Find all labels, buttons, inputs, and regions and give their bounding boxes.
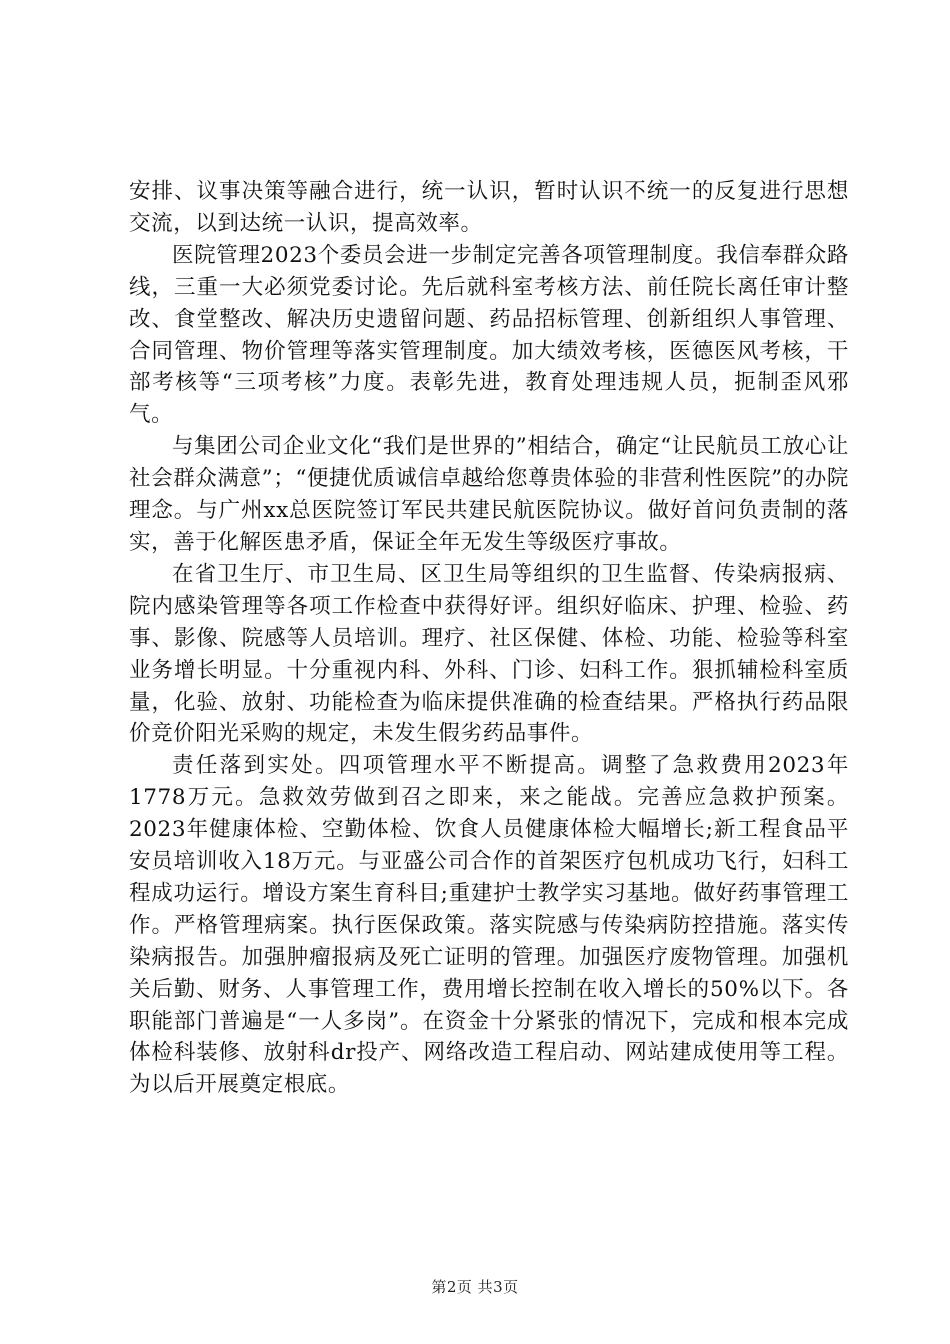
document-body bbox=[129, 176, 849, 1101]
page-footer: 第2页 共3页 bbox=[431, 1278, 519, 1296]
paragraph-responsibility: 责任落到实处。四项管理水平不断提高。调整了急救费用2023年1778万元。急救效劳做到召之即来，来之能战。完善应急救护预案。2023年健康体检、空勤体检、饮食人员健康体检大幅增长;新工程食品平安员培训收入18万元。与亚盛公司合作的首架医疗包机成功飞行，妇科工程成功运行。增设方案生育科目;重建护士教学实习基地。做好药事管理工作。严格管理病案。执行医保政策。落实院感与传染病防控措施。落实传染病报告。加强肿瘤报病及死亡证明的管理。加强医疗废物管理。加强机关后勤、财务、人事管理工作，费用增长控制在收入增长的50%以下。各职能部门普遍是“一人多岗”。在资金十分紧张的情况下，完成和根本完成体检科装修、放射科dr投产、网络改造工程启动、网站建成使用等工程。为以后开展奠定根底。 bbox=[129, 753, 849, 1098]
paragraph-hospital-culture: 与集团公司企业文化“我们是世界的”相结合，确定“让民航员工放心让社会群众满意”；“便捷优质诚信卓越给您尊贵体验的非营利性医院”的办院理念。与广州xx总医院签订军民共建民航医院协议。做好首问负责制的落实，善于化解医患矛盾，保证全年无发生等级医疗事故。 bbox=[129, 434, 849, 555]
paragraph-management-system: 医院管理2023个委员会进一步制定完善各项管理制度。我信奉群众路线，三重一大必须党委讨论。先后就科室考核方法、前任院长离任审计整改、食堂整改、解决历史遗留问题、药品招标管理、创新组织人事管理、合同管理、物价管理等落实管理制度。加大绩效考核，医德医风考核，干部考核等“三项考核”力度。表彰先进，教育处理违规人员，扼制歪风邪气。 bbox=[129, 242, 849, 428]
paragraph-continued: 安排、议事决策等融合进行，统一认识，暂时认识不统一的反复进行思想交流，以到达统一认识，提高效率。 bbox=[129, 179, 849, 236]
paragraph-inspection-training: 在省卫生厅、市卫生局、区卫生局等组织的卫生监督、传染病报病、院内感染管理等各项工作检查中获得好评。组织好临床、护理、检验、药事、影像、院感等人员培训。理疗、社区保健、体检、功能、检验等科室业务增长明显。十分重视内科、外科、门诊、妇科工作。狠抓辅检科室质量，化验、放射、功能检查为临床提供准确的检查结果。严格执行药品限价竞价阳光采购的规定，未发生假劣药品事件。 bbox=[129, 561, 849, 747]
